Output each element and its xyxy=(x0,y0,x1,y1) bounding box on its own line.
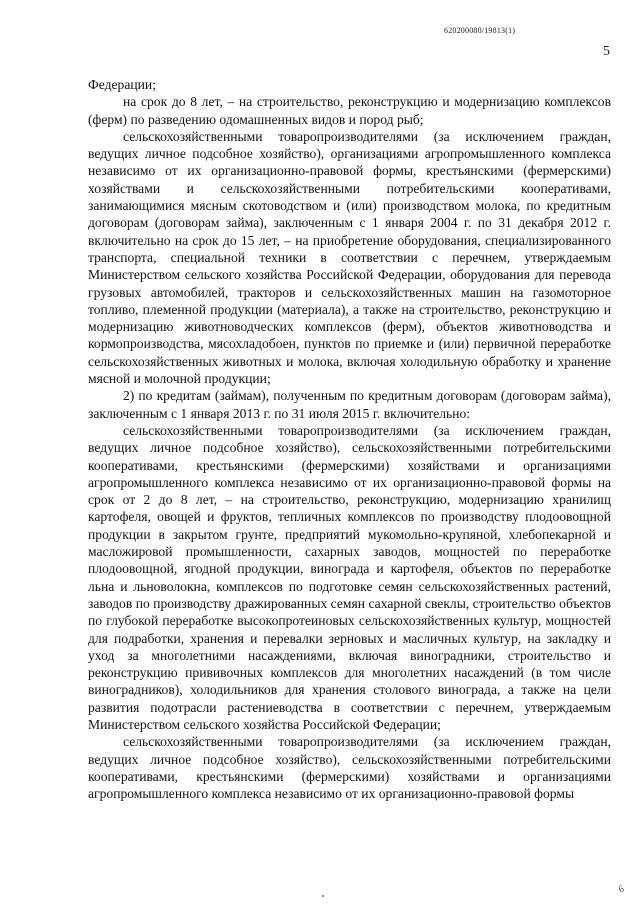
paragraph-federation: Федерации; xyxy=(88,77,156,92)
paragraph-producers: сельскохозяйственными товаропроизводителями (за исключением граждан, ведущих личное подсобное хозяйство), сельскохозяйственными потребительскими кооперативами, крестьянскими (фермерскими) хозяйствами и организациями агропромышленного комплекса независимо от их организационно-правовой формы xyxy=(88,734,611,802)
paragraph-loans-2013-2015: 2) по кредитам (займам), полученным по кредитным договорам (договорам займа), заключенным с 1 января 2013 г. по 31 июля 2015 г. включительно: xyxy=(88,388,611,421)
corner-mark: 6 xyxy=(617,883,626,896)
document-id: 620200080/19813(1) xyxy=(444,26,516,35)
page-number: 5 xyxy=(603,44,610,59)
paragraph-crop-storage: сельскохозяйственными товаропроизводителями (за исключением граждан, ведущих личное подсобное хозяйство), сельскохозяйственными потребительскими кооперативами, крестьянскими (фермерскими) хозяйствами и организациями агропромышленного комплекса независимо от их организационно-правовой формы на срок от 2 до 8 лет, – на строительство, реконструкцию, модернизацию хранилищ картофеля, овощей и фруктов, тепличных комплексов по производству плодоовощной продукции в закрытом грунте, предприятий мукомольно-крупяной, хлебопекарной и масложировой промышленности, сахарных заводов, мощностей по переработке плодоовощной, ягодной продукции, винограда и картофеля, объектов по переработке льна и льноволокна, комплексов по подготовке семян сельскохозяйственных растений, заводов по производству дражированных семян сахарной свеклы, строительство объектов по глубокой переработке высокопротеиновых сельскохозяйственных культур, мощностей для подработки, хранения и перевалки зерновых и масличных культур, на закладку и уход за многолетними насаждениями, включая виноградники, строительство и реконструкцию прививочных комплексов для многолетних насаждений (в том числе виноградников), холодильников для хранения столового винограда, а также на цели развития подотрасли растениеводства в соответствии с перечнем, утверждаемым Министерством сельского хозяйства Российской Федерации; xyxy=(88,422,611,732)
scan-speck xyxy=(322,895,324,897)
document-body xyxy=(88,76,611,802)
paragraph-fish-farms: на срок до 8 лет, – на строительство, реконструкцию и модернизацию комплексов (ферм) по разведению одомашненных видов и пород рыб; xyxy=(88,94,611,127)
paragraph-livestock: сельскохозяйственными товаропроизводителями (за исключением граждан, ведущих личное подсобное хозяйство), организациями агропромышленного комплекса независимо от их организационно-правовой формы, крестьянскими (фермерскими) хозяйствами и сельскохозяйственными потребительскими кооперативами, занимающимися мясным скотоводством и (или) производством молока, по кредитным договорам (договорам займа), заключенным с 1 января 2004 г. по 31 декабря 2012 г. включительно на срок до 15 лет, – на приобретение оборудования, специализированного транспорта, специальной техники в соответствии с перечнем, утверждаемым Министерством сельского хозяйства Российской Федерации, оборудования для перевода грузовых автомобилей, тракторов и сельскохозяйственных машин на газомоторное топливо, племенной продукции (материала), а также на строительство, реконструкцию и модернизацию животноводческих комплексов (ферм), объектов животноводства и кормопроизводства, мясохладобоен, пунктов по приемке и (или) первичной переработке сельскохозяйственных животных и молока, включая холодильную обработку и хранение мясной и молочной продукции; xyxy=(88,128,611,387)
